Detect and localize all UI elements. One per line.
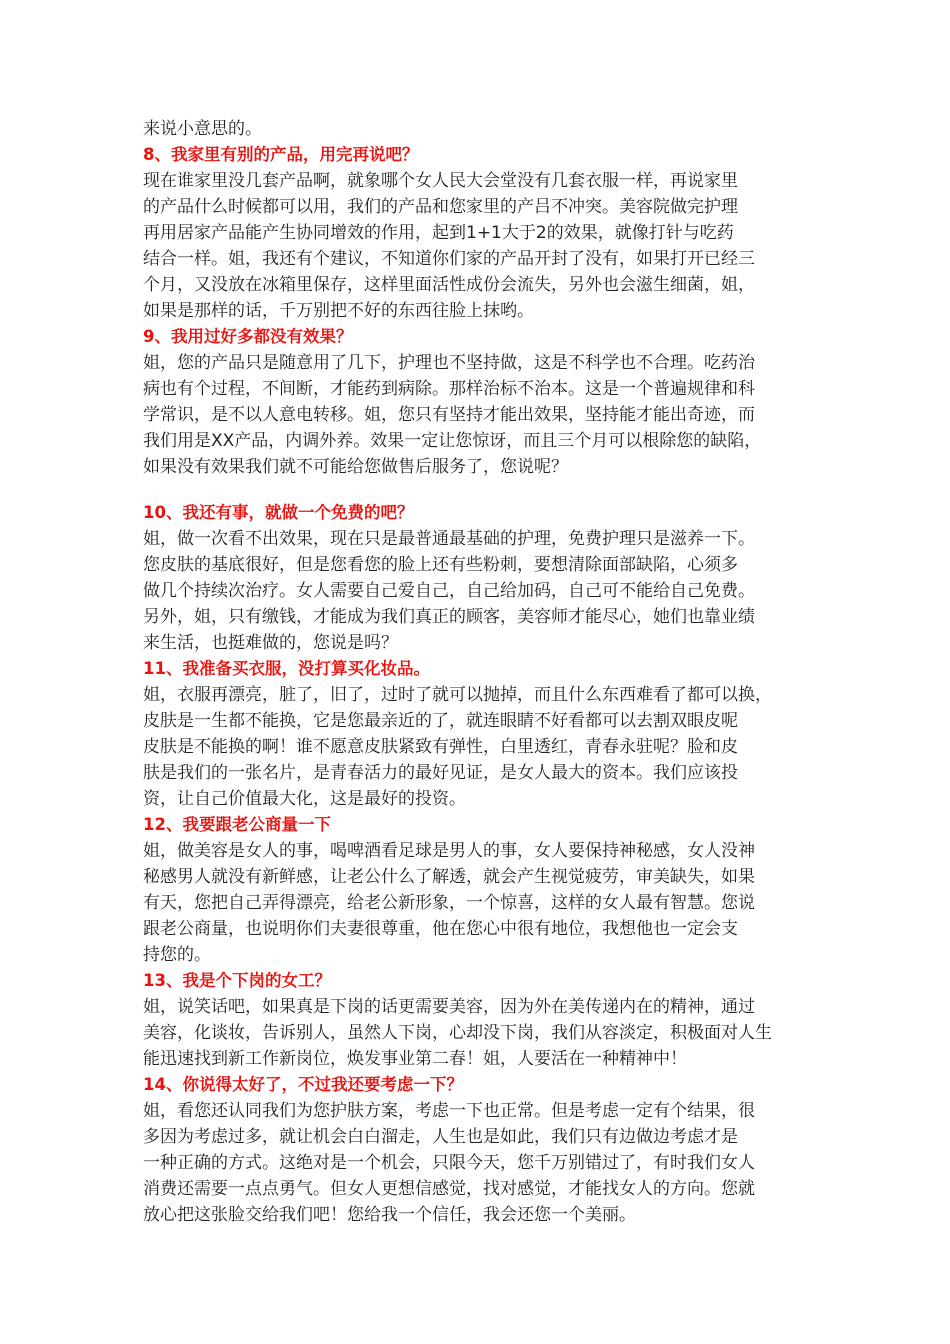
paragraph-gap [143,480,811,500]
section-14-title: 14、你说得太好了，不过我还要考虑一下？ [143,1075,463,1094]
section-12-line: 秘感男人就没有新鲜感，让老公什么了解透，就会产生视觉疲劳，审美缺失，如果 [143,867,755,887]
section-11-title: 11、我准备买衣服，没打算买化妆品。 [143,659,430,678]
section-9-line: 姐，您的产品只是随意用了几下，护理也不坚持做，这是不科学也不合理。吃药治 [143,353,755,373]
section-11-line: 姐，衣服再漂亮，脏了，旧了，过时了就可以抛掉，而且什么东西难看了都可以换， [143,685,772,705]
section-10-line: 另外，姐，只有缴钱，才能成为我们真正的顾客，美容师才能尽心，她们也靠业绩 [143,607,755,627]
section-14-line: 消费还需要一点点勇气。但女人更想信感觉，找对感觉，才能找女人的方向。您就 [143,1179,755,1199]
section-14-line: 多因为考虑过多，就让机会白白溜走，人生也是如此，我们只有边做边考虑才是 [143,1127,738,1147]
section-11-line: 资，让自己价值最大化，这是最好的投资。 [143,789,466,809]
section-8-line: 的产品什么时候都可以用，我们的产品和您家里的产吕不冲突。美容院做完护理 [143,197,738,217]
section-9-line: 我们用是XX产品，内调外养。效果一定让您惊讶，而且三个月可以根除您的缺陷， [143,431,762,451]
section-8-line: 如果是那样的话，千万别把不好的东西往脸上抹哟。 [143,301,534,321]
section-9-line: 病也有个过程，不间断，才能药到病除。那样治标不治本。这是一个普遍规律和科 [143,379,755,399]
section-12-line: 持您的。 [143,945,211,965]
section-14-line: 放心把这张脸交给我们吧！您给我一个信任，我会还您一个美丽。 [143,1205,636,1225]
section-12-line: 跟老公商量，也说明你们夫妻很尊重，他在您心中很有地位，我想他也一定会支 [143,919,738,939]
section-13-line: 姐，说笑话吧，如果真是下岗的话更需要美容，因为外在美传递内在的精神，通过 [143,997,755,1017]
section-10-line: 姐，做一次看不出效果，现在只是最普通最基础的护理，免费护理只是滋养一下。 [143,529,755,549]
section-12-title: 12、我要跟老公商量一下 [143,815,331,834]
section-9-line: 学常识，是不以人意电转移。姐，您只有坚持才能出效果，坚持能才能出奇迹，而 [143,405,755,425]
section-10-line: 您皮肤的基底很好，但是您看您的脸上还有些粉刺，要想清除面部缺陷，心须多 [143,555,738,575]
section-9-line: 如果没有效果我们就不可能给您做售后服务了，您说呢？ [143,457,568,477]
section-8-line: 再用居家产品能产生协同增效的作用，起到1+1大于2的效果，就像打针与吃药 [143,223,734,243]
section-13-line: 能迅速找到新工作新岗位，焕发事业第二春！姐，人要活在一种精神中！ [143,1049,687,1069]
section-8-line: 个月，又没放在冰箱里保存，这样里面活性成份会流失，另外也会滋生细菌，姐， [143,275,755,295]
section-9-title: 9、我用过好多都没有效果？ [143,327,353,346]
section-8-title: 8、我家里有别的产品，用完再说吧？ [143,145,419,164]
intro-tail-line: 来说小意思的。 [143,119,262,139]
section-10-title: 10、我还有事，就做一个免费的吧？ [143,503,414,522]
section-8-line: 结合一样。姐，我还有个建议，不知道你们家的产品开封了没有，如果打开已经三 [143,249,755,269]
section-11-line: 皮肤是不能换的啊！谁不愿意皮肤紧致有弹性，白里透红，青春永驻呢？脸和皮 [143,737,738,757]
section-11-line: 皮肤是一生都不能换，它是您最亲近的了，就连眼睛不好看都可以去割双眼皮呢 [143,711,738,731]
section-14-line: 一种正确的方式。这绝对是一个机会，只限今天，您千万别错过了，有时我们女人 [143,1153,755,1173]
section-12-line: 有天，您把自己弄得漂亮，给老公新形象，一个惊喜，这样的女人最有智慧。您说 [143,893,755,913]
section-10-line: 做几个持续次治疗。女人需要自己爱自己，自己给加码，自己可不能给自己免费。 [143,581,755,601]
section-10-line: 来生活，也挺难做的，您说是吗？ [143,633,398,653]
section-12-line: 姐，做美容是女人的事，喝啤酒看足球是男人的事，女人要保持神秘感，女人没神 [143,841,755,861]
section-14-line: 姐，看您还认同我们为您护肤方案，考虑一下也正常。但是考虑一定有个结果，很 [143,1101,755,1121]
section-13-line: 美容，化谈妆，告诉别人，虽然人下岗，心却没下岗，我们从容淡定，积极面对人生 [143,1023,772,1043]
section-11-line: 肤是我们的一张名片，是青春活力的最好见证，是女人最大的资本。我们应该投 [143,763,738,783]
document-body [143,116,811,1228]
section-13-title: 13、我是个下岗的女工？ [143,971,331,990]
section-8-line: 现在谁家里没几套产品啊，就象哪个女人民大会堂没有几套衣服一样，再说家里 [143,171,738,191]
